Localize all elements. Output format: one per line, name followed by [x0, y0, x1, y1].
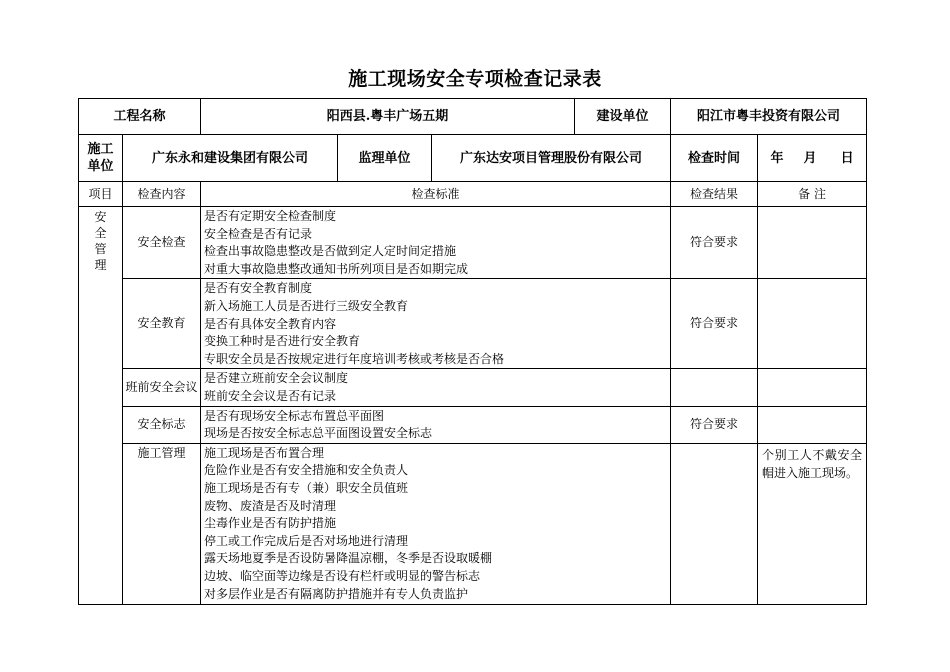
standard-cell [201, 406, 671, 443]
owner-label: 建设单位 [575, 99, 671, 135]
table-row [79, 406, 867, 443]
standard-line: 专职安全员是否按规定进行年度培训考核或考核是否合格 [204, 351, 505, 366]
category-char: 管 [94, 242, 107, 256]
standard-line: 施工现场是否有专（兼）职安全员值班 [204, 480, 409, 495]
contractor-label: 施工单位 [79, 135, 123, 182]
standard-line: 现场是否按安全标志总平面图设置安全标志 [204, 426, 433, 441]
column-header-row [79, 182, 867, 207]
standard-line: 是否有定期安全检查制度 [204, 209, 337, 223]
col-remarks: 备 注 [758, 182, 867, 207]
result-cell [671, 443, 758, 604]
standard-line: 边坡、临空面等边缘是否设有栏杆或明显的警告标志 [204, 568, 481, 583]
standard-cell [201, 443, 671, 604]
standard-line: 尘毒作业是否有防护措施 [204, 516, 337, 531]
standard-line: 检查出事故隐患整改是否做到定人定时间定措施 [204, 244, 457, 259]
standard-line: 安全检查是否有记录 [204, 226, 313, 241]
year-label: 年 [770, 150, 784, 166]
standard-line: 是否有具体安全教育内容 [204, 316, 337, 331]
result-cell: 符合要求 [671, 279, 758, 369]
standard-line: 危险作业是否有安全措施和安全负责人 [204, 463, 409, 478]
table-row [79, 279, 867, 369]
content-cell: 安全标志 [123, 406, 201, 443]
remarks-cell: 个别工人不戴安全帽进入施工现场。 [758, 443, 867, 604]
result-cell [671, 369, 758, 406]
table-row [79, 369, 867, 406]
standard-cell [201, 207, 671, 279]
standard-line: 是否有安全教育制度 [204, 281, 313, 296]
standard-cell [201, 279, 671, 369]
standard-line: 废物、废渣是否及时清理 [204, 498, 337, 513]
form-title: 施工现场安全专项检查记录表 [348, 68, 602, 90]
supervisor-value: 广东达安项目管理股份有限公司 [432, 135, 671, 182]
standard-line: 施工现场是否布置合理 [204, 445, 325, 460]
standard-line: 班前安全会议是否有记录 [204, 388, 337, 403]
category-cell [79, 207, 123, 605]
col-result: 检查结果 [671, 182, 758, 207]
col-item: 项目 [79, 182, 123, 207]
content-cell: 安全教育 [123, 279, 201, 369]
standard-line: 停工或工作完成后是否对场地进行清理 [204, 533, 409, 548]
check-time-value [758, 135, 867, 182]
result-cell: 符合要求 [671, 207, 758, 279]
month-label: 月 [803, 150, 817, 166]
check-time-label: 检查时间 [671, 135, 758, 182]
category-char: 理 [94, 258, 107, 272]
col-content: 检查内容 [123, 182, 201, 207]
supervisor-label: 监理单位 [338, 135, 432, 182]
remarks-cell [758, 207, 867, 279]
table-row [79, 207, 867, 279]
standard-line: 露天场地夏季是否设防暑降温凉棚，冬季是否设取暖棚 [204, 551, 493, 566]
col-standard: 检查标准 [201, 182, 671, 207]
content-cell: 班前安全会议 [123, 369, 201, 406]
content-cell: 安全检查 [123, 207, 201, 279]
project-name-label: 工程名称 [79, 99, 201, 135]
project-name-value: 阳西县.粤丰广场五期 [201, 99, 575, 135]
standard-line: 是否有现场安全标志布置总平面图 [204, 408, 385, 423]
contractor-value: 广东永和建设集团有限公司 [123, 135, 338, 182]
remarks-cell [758, 369, 867, 406]
category-char: 全 [94, 226, 107, 240]
standard-line: 对多层作业是否有隔离防护措施并有专人负责监护 [204, 586, 469, 601]
standard-line: 是否建立班前安全会议制度 [204, 371, 349, 386]
owner-value: 阳江市粤丰投资有限公司 [671, 99, 867, 135]
remarks-cell [758, 279, 867, 369]
category-char: 安 [94, 210, 107, 224]
day-label: 日 [840, 150, 854, 166]
inspection-table [78, 98, 867, 605]
table-row [79, 443, 867, 604]
remarks-cell [758, 406, 867, 443]
standard-line: 对重大事故隐患整改通知书所列项目是否如期完成 [204, 261, 469, 276]
result-cell: 符合要求 [671, 406, 758, 443]
standard-line: 新入场施工人员是否进行三级安全教育 [204, 298, 409, 313]
standard-line: 变换工种时是否进行安全教育 [204, 334, 361, 349]
content-cell: 施工管理 [123, 443, 201, 604]
header-row-project [79, 99, 867, 135]
standard-cell [201, 369, 671, 406]
header-row-units [79, 135, 867, 182]
